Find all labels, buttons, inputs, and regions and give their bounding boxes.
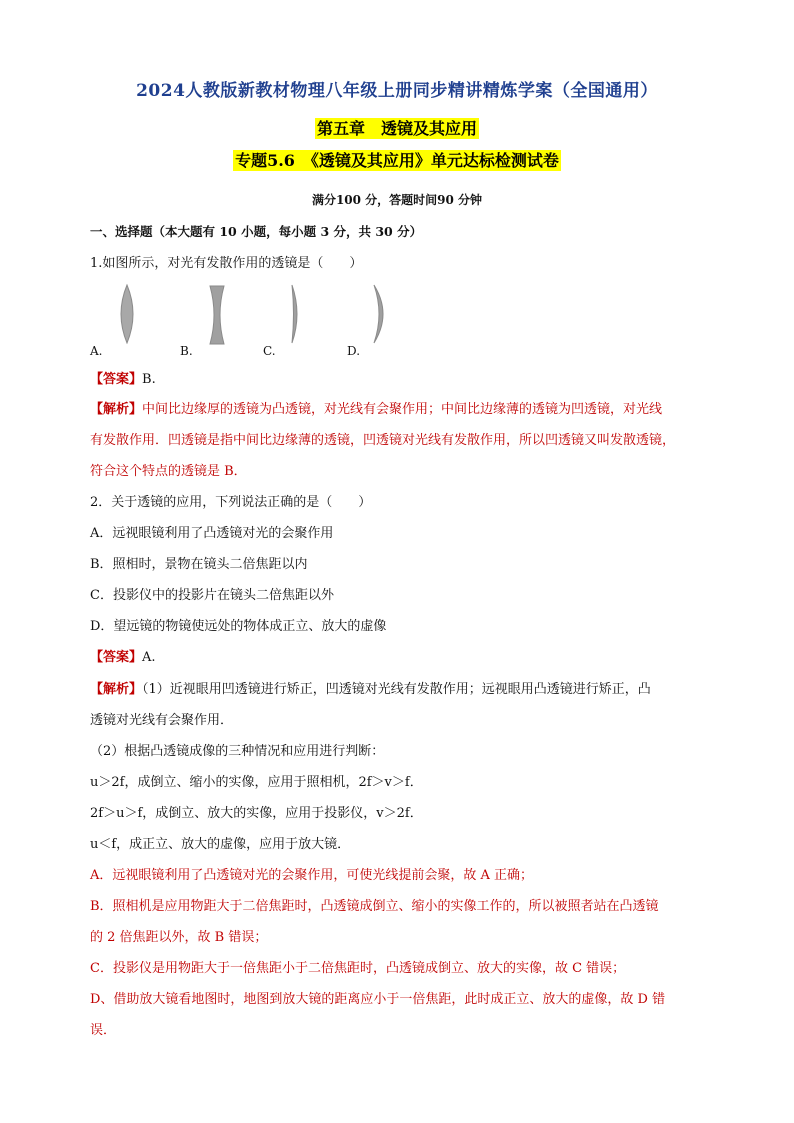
q2-explain-d-2: 误． — [90, 1023, 117, 1038]
q2-option-d: D．望远镜的物镜使远处的物体成正立、放大的虚像 — [90, 619, 387, 634]
chapter-heading — [0, 116, 794, 139]
q2-explain-b-1: B．照相机是应用物距大于二倍焦距时，凸透镜成倒立、缩小的实像工作的，所以被照者站在凸透镜 — [90, 899, 659, 914]
q2-option-a: A．远视眼镜利用了凸透镜对光的会聚作用 — [90, 526, 334, 541]
analysis-tag: 【解析】 — [90, 682, 143, 697]
analysis-tag: 【解析】 — [90, 402, 143, 417]
q2-analysis-line-2: 透镜对光线有会聚作用． — [90, 713, 234, 728]
q1-option-d: D. — [347, 344, 361, 358]
q1-analysis-line-3: 符合这个特点的透镜是 B． — [90, 464, 247, 479]
answer-tag: 【答案】 — [90, 372, 143, 387]
topic-title: 专题5.6 《透镜及其应用》单元达标检测试卷 — [235, 151, 559, 170]
answer-value: B. — [142, 372, 156, 387]
lens-a-biconvex — [113, 283, 141, 345]
q2-option-b: B．照相时，景物在镜头二倍焦距以内 — [90, 557, 308, 572]
q2-explain-a: A．远视眼镜利用了凸透镜对光的会聚作用，可使光线提前会聚，故 A 正确； — [90, 868, 534, 883]
q1-option-a: A. — [90, 344, 103, 358]
question-1-stem: 1.如图所示，对光有发散作用的透镜是（ ） — [90, 256, 363, 271]
answer-tag: 【答案】 — [90, 650, 143, 665]
q1-option-b: B. — [180, 344, 193, 358]
section-heading: 一、选择题（本大题有 10 小题，每小题 3 分，共 30 分） — [90, 224, 423, 239]
lens-c-planoconvex — [286, 283, 306, 345]
q2-analysis-line-1: 【解析】（1）近视眼用凹透镜进行矫正，凹透镜对光线有发散作用；远视眼用凸透镜进行矫正，凸 — [90, 682, 651, 697]
lens-b-biconcave — [204, 284, 232, 346]
q1-answer — [90, 370, 156, 390]
score-info: 满分100 分，答题时间90 分钟 — [311, 193, 483, 207]
q2-option-c: C．投影仪中的投影片在镜头二倍焦距以外 — [90, 588, 334, 603]
q2-analysis-line-3: （2）根据凸透镜成像的三种情况和应用进行判断： — [90, 744, 385, 759]
q1-analysis-line-2: 有发散作用．凹透镜是指中间比边缘薄的透镜，凹透镜对光线有发散作用，所以凹透镜又叫发散透镜， — [90, 433, 676, 448]
q2-analysis-line-4: u＞2f，成倒立、缩小的实像，应用于照相机，2f＞v＞f． — [90, 775, 423, 790]
q2-explain-d-1: D、借助放大镜看地图时，地图到放大镜的距离应小于一倍焦距，此时成正立、放大的虚像，故 D 错 — [90, 992, 666, 1007]
topic-heading — [0, 148, 794, 171]
q2-analysis-line-5: 2f＞u＞f，成倒立、放大的实像，应用于投影仪，v＞2f． — [90, 806, 423, 821]
q2-explain-c: C．投影仪是用物距大于一倍焦距小于二倍焦距时，凸透镜成倒立、放大的实像，故 C 错误； — [90, 961, 626, 976]
chapter-title: 第五章 透镜及其应用 — [316, 119, 477, 138]
q2-analysis-line-6: u＜f，成正立、放大的虚像，应用于放大镜． — [90, 837, 351, 852]
q2-explain-b-2: 的 2 倍焦距以外，故 B 错误； — [90, 930, 268, 945]
document-title: 2024人教版新教材物理八年级上册同步精讲精炼学案（全国通用） — [136, 81, 658, 101]
question-2-stem: 2．关于透镜的应用，下列说法正确的是（ ） — [90, 495, 372, 510]
answer-value: A. — [142, 650, 156, 665]
q2-answer — [90, 648, 156, 668]
q1-analysis-line-1: 【解析】中间比边缘厚的透镜为凸透镜，对光线有会聚作用；中间比边缘薄的透镜为凹透镜，对光线 — [90, 402, 663, 417]
q1-option-c: C. — [263, 344, 276, 358]
lens-d-meniscus — [370, 283, 394, 345]
